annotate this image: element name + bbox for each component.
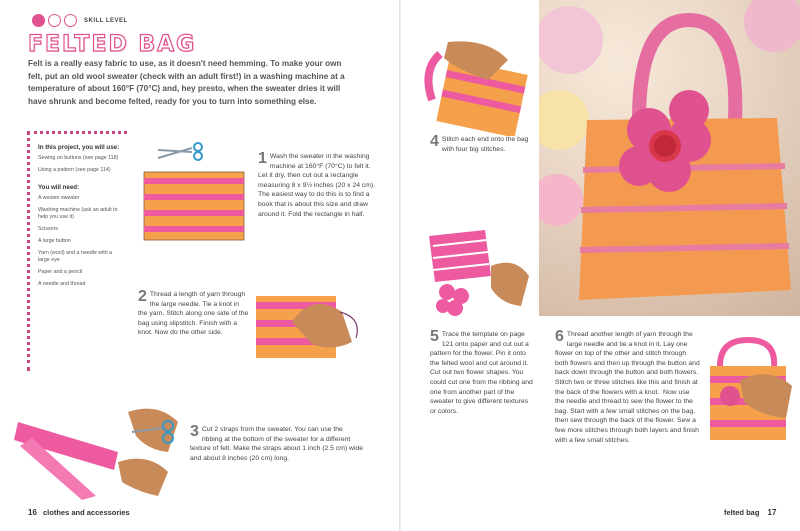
step-text: Thread a length of yarn through the large needle. Tie a knot in the yarn. Stitch along one side of the bag using slipstitch. Finish with a knot. Now do the other side. bbox=[138, 291, 249, 337]
skill-level-indicator bbox=[32, 14, 128, 27]
intro-paragraph: Felt is a really easy fabric to use, as it doesn't need hemming. To make your own felt, put an old wool sweater (check with an adult first!) in a washing machine at a temperature of about 160°F (70°C) and, hey presto, when the sweater dries it will have shrunk and become felted, ready for you to turn into something else. bbox=[28, 59, 345, 106]
flower-template-illustration bbox=[425, 226, 537, 322]
page-number: 16 bbox=[28, 508, 37, 517]
need-item: Washing machine (ask an adult to help you use it) bbox=[38, 207, 118, 220]
step-text: Thread another length of yarn through the large needle and tie a knot in it. Lay one flower on top of the other and stitch through both flowers and then up through the button and back down through the button and both flowers. Stitch two or three stitches like this and finish at the back of the flowers with a knot. Now use the needle and thread to sew the flower to the bag. Start with a few small stitches on the bag, then sew through the back of the flower. Sew a few more stitches through both layers and finish with a few small stitches. bbox=[555, 331, 700, 444]
cutting-straps-illustration bbox=[8, 392, 188, 502]
step-text: Wash the sweater in the washing machine at 160°F (70°C) to felt it. Let it dry, then cut out a rectangle measuring 8 x 9½ inches (20 x 24 cm). The easiest way to do this is to find a book that is about this size and draw around it. Fold the rectangle in half. bbox=[258, 153, 376, 218]
section-name: felted bag bbox=[724, 508, 760, 517]
stitching-illustration bbox=[252, 282, 370, 372]
skill-level-label: SKILL LEVEL bbox=[84, 17, 128, 24]
project-item: Using a pattern (see page 114) bbox=[38, 167, 111, 173]
left-folio bbox=[28, 508, 130, 517]
step-text: Trace the template on page 121 onto paper and cut out a pattern for the flower. Pin it onto the felted wool and cut around it. Cut out two flower shapes. You could cut one from the ribbing and one from another part of the sweater to give different textures or colors. bbox=[430, 331, 533, 415]
project-heading: In this project, you will use: bbox=[38, 144, 120, 151]
right-folio bbox=[724, 508, 780, 517]
step-number: 6 bbox=[555, 328, 564, 345]
attach-strap-illustration bbox=[418, 40, 536, 136]
need-item: Scissors bbox=[38, 226, 59, 232]
project-item: Sewing on buttons (see page 118) bbox=[38, 155, 119, 161]
page-number: 17 bbox=[767, 508, 777, 517]
need-item: A woolen sweater bbox=[38, 195, 80, 201]
need-item: Paper and a pencil bbox=[38, 269, 83, 275]
step-2 bbox=[138, 290, 250, 338]
book-spine bbox=[399, 0, 401, 531]
sew-flower-illustration bbox=[700, 336, 796, 446]
need-item: Yarn (wool) and a needle with a large eye bbox=[38, 250, 113, 263]
skill-dot-empty bbox=[64, 14, 77, 27]
step-number: 3 bbox=[190, 423, 199, 440]
finished-bag-photo bbox=[539, 0, 800, 316]
step-5 bbox=[430, 330, 534, 416]
step-1 bbox=[258, 152, 376, 219]
skill-dot-empty bbox=[48, 14, 61, 27]
section-name: clothes and accessories bbox=[43, 508, 130, 517]
materials-panel bbox=[27, 131, 127, 371]
page-title: FELTED BAG bbox=[28, 32, 197, 57]
need-item: A large button bbox=[38, 238, 71, 244]
step-text: Stitch each end onto the bag with four big stitches. bbox=[441, 136, 529, 153]
step-6 bbox=[555, 330, 700, 445]
step-number: 5 bbox=[430, 328, 439, 345]
felt-rectangle-illustration bbox=[140, 138, 250, 248]
step-number: 2 bbox=[138, 288, 147, 305]
step-4 bbox=[430, 135, 530, 154]
step-text: Cut 2 straps from the sweater. You can use the ribbing at the bottom of the sweater for a different texture of felt. Make the straps about 1 inch (2.5 cm) wide and about 8 inches (20 cm) long. bbox=[190, 426, 364, 462]
skill-dot-filled bbox=[32, 14, 45, 27]
scissors-icon bbox=[158, 143, 202, 160]
step-number: 4 bbox=[430, 133, 439, 150]
step-3 bbox=[190, 425, 365, 463]
flower-shape bbox=[436, 284, 469, 316]
bag-image bbox=[539, 0, 800, 316]
need-item: A needle and thread bbox=[38, 281, 86, 287]
need-heading: You will need: bbox=[38, 184, 80, 191]
step-number: 1 bbox=[258, 150, 267, 167]
